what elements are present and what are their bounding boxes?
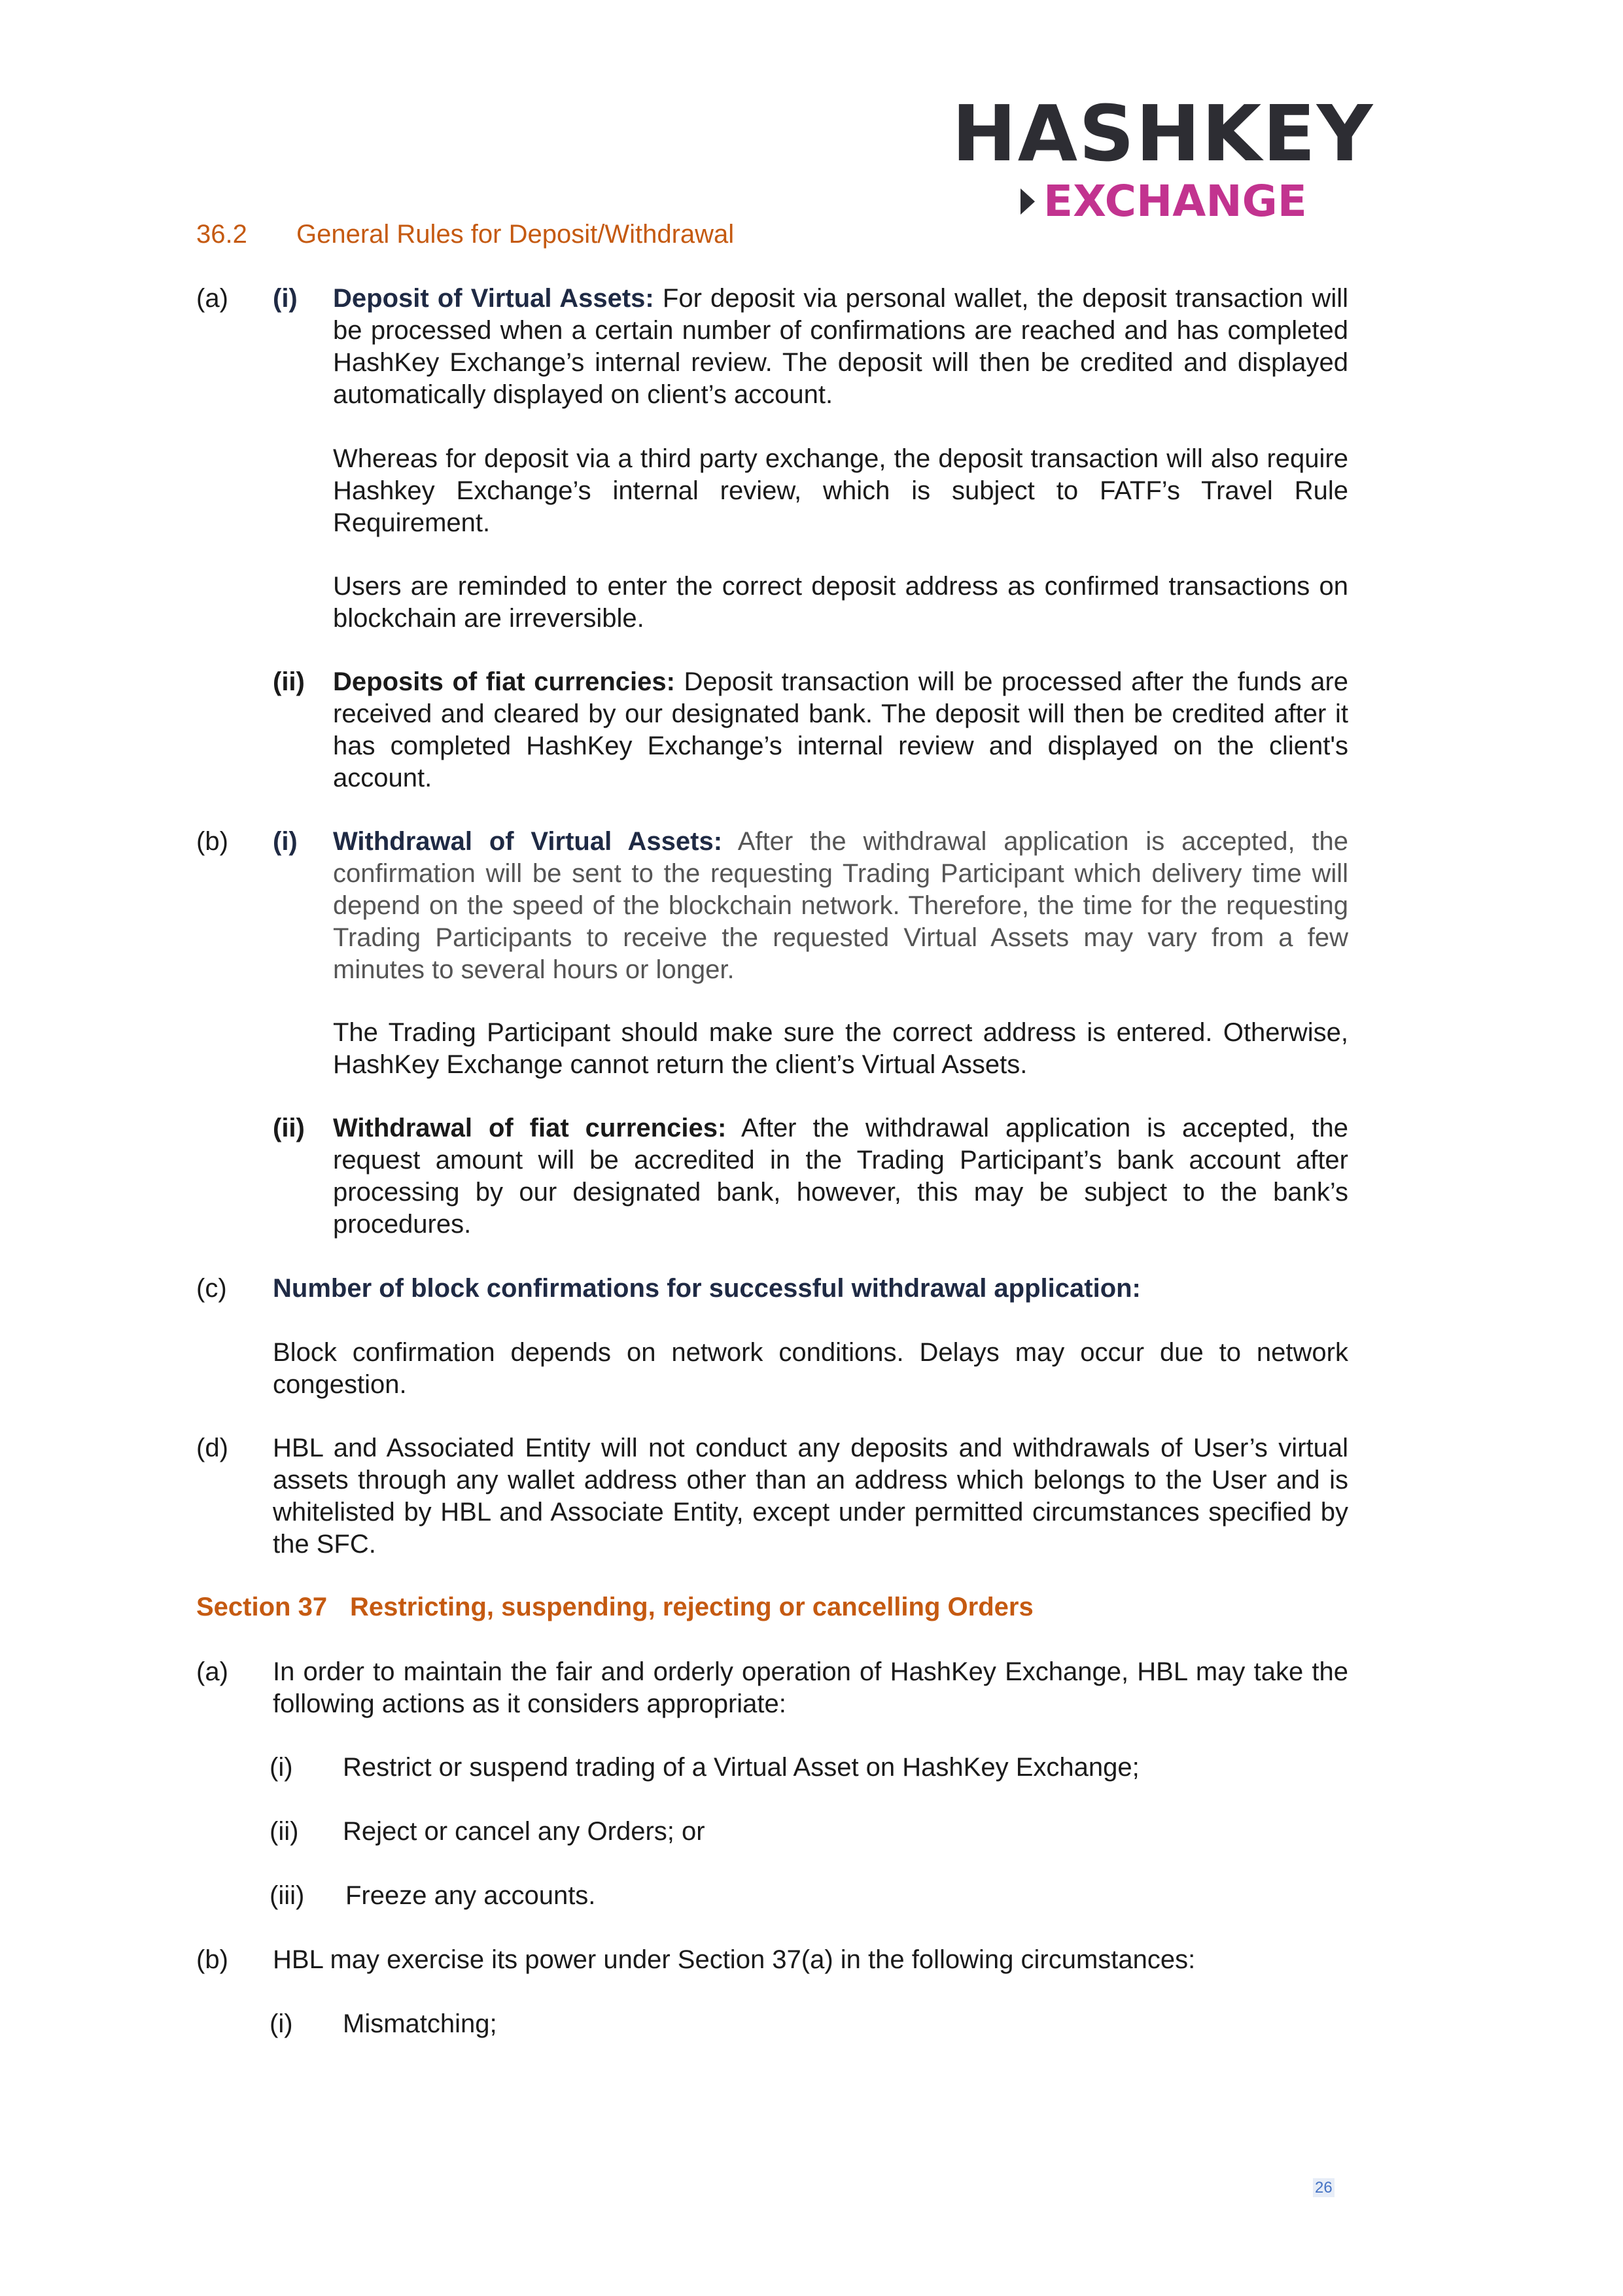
section-37-number: Section 37: [196, 1593, 328, 1621]
item-b-ii-text: After the withdrawal application is accepted, the request amount will be accredited in the Trading Participant’s bank account after processing by our designated bank, however, this may be subject to the bank’s procedures.: [333, 1114, 1349, 1239]
item-a-i-number: (i): [273, 284, 298, 313]
section-37-a-item-3-number: (iii): [270, 1881, 305, 1910]
section-37-b-item-1-text: Mismatching;: [343, 2009, 497, 2038]
logo-arrow-icon: [1021, 188, 1035, 215]
item-a-label: (a): [196, 284, 228, 313]
section-37-a-text: In order to maintain the fair and orderly operation of HashKey Exchange, HBL may take the following actions as it considers appropriate:: [273, 1657, 1348, 1718]
item-b-i-text: After the withdrawal application is accepted, the confirmation will be sent to the requesting Trading Participant which delivery time will depend on the speed of the blockchain network. Therefore, the time for the requesting Trading Participants to receive the requested Virtual Assets may vary from a few minutes to several hours or longer.: [333, 827, 1349, 984]
item-c-heading: Number of block confirmations for successful withdrawal application:: [273, 1274, 1141, 1303]
item-a-i-paragraph-3: Users are reminded to enter the correct deposit address as confirmed transactions on blockchain are irreversible.: [333, 572, 1348, 633]
section-37-a-item-3-text: Freeze any accounts.: [345, 1881, 596, 1910]
page-number: 26: [1313, 2178, 1335, 2197]
section-37-b-text: HBL may exercise its power under Section 37(a) in the following circumstances:: [273, 1945, 1196, 1974]
item-b-ii-number: (ii): [273, 1114, 305, 1142]
logo-wordmark: HASHKEY: [952, 88, 1374, 179]
item-a-i-paragraph-2: Whereas for deposit via a third party exchange, the deposit transaction will also require Hashkey Exchange’s internal review, which is subject to FATF’s Travel Rule Requirement.: [333, 444, 1348, 537]
item-b-i-paragraph: [333, 826, 1348, 986]
item-b-i-number: (i): [273, 827, 298, 856]
item-a-ii-text: Deposit transaction will be processed after the funds are received and cleared by our designated bank. The deposit will then be credited after it has completed HashKey Exchange’s internal review and displayed on the client's account.: [333, 667, 1349, 792]
section-37-a-item-1-number: (i): [270, 1753, 293, 1782]
section-37-a-label: (a): [196, 1657, 228, 1686]
section-37-b-label: (b): [196, 1945, 228, 1974]
section-36-2-title: General Rules for Deposit/Withdrawal: [296, 220, 735, 249]
item-d-text: HBL and Associated Entity will not conduct any deposits and withdrawals of User’s virtual assets through any wallet address other than an address which belongs to the User and is whitelisted by HBL and Associate Entity, except under permitted circumstances specified by the SFC.: [273, 1434, 1348, 1559]
hashkey-exchange-logo: [952, 88, 1374, 226]
section-37-a-item-2-text: Reject or cancel any Orders; or: [343, 1817, 705, 1846]
item-b-label: (b): [196, 827, 228, 856]
item-c-text: Block confirmation depends on network conditions. Delays may occur due to network congestion.: [273, 1338, 1348, 1399]
section-37-a-item-2-number: (ii): [270, 1817, 299, 1846]
item-a-i-paragraph: [333, 283, 1348, 411]
section-37-title: Restricting, suspending, rejecting or cancelling Orders: [350, 1593, 1034, 1621]
item-a-i-heading: Deposit of Virtual Assets:: [333, 284, 654, 313]
item-c-label: (c): [196, 1274, 227, 1303]
item-b-ii-heading: Withdrawal of fiat currencies:: [333, 1114, 727, 1142]
item-b-i-paragraph-2: The Trading Participant should make sure the correct address is entered. Otherwise, HashKey Exchange cannot return the client’s Virtual Assets.: [333, 1018, 1348, 1079]
logo-subtitle: EXCHANGE: [1043, 176, 1307, 226]
section-36-2-number: 36.2: [196, 220, 247, 249]
item-b-i-heading: Withdrawal of Virtual Assets:: [333, 827, 723, 856]
item-d-label: (d): [196, 1434, 228, 1462]
item-a-ii-heading: Deposits of fiat currencies:: [333, 667, 675, 696]
item-a-ii-paragraph: [333, 666, 1348, 794]
item-b-ii-paragraph: [333, 1112, 1348, 1241]
section-37-a-item-1-text: Restrict or suspend trading of a Virtual Asset on HashKey Exchange;: [343, 1753, 1140, 1782]
item-a-ii-number: (ii): [273, 667, 305, 696]
item-a-i-text: For deposit via personal wallet, the deposit transaction will be processed when a certain number of confirmations are reached and has completed HashKey Exchange’s internal review. The deposit will then be credited and displayed automatically displayed on client’s account.: [333, 284, 1348, 409]
section-37-b-item-1-number: (i): [270, 2009, 293, 2038]
